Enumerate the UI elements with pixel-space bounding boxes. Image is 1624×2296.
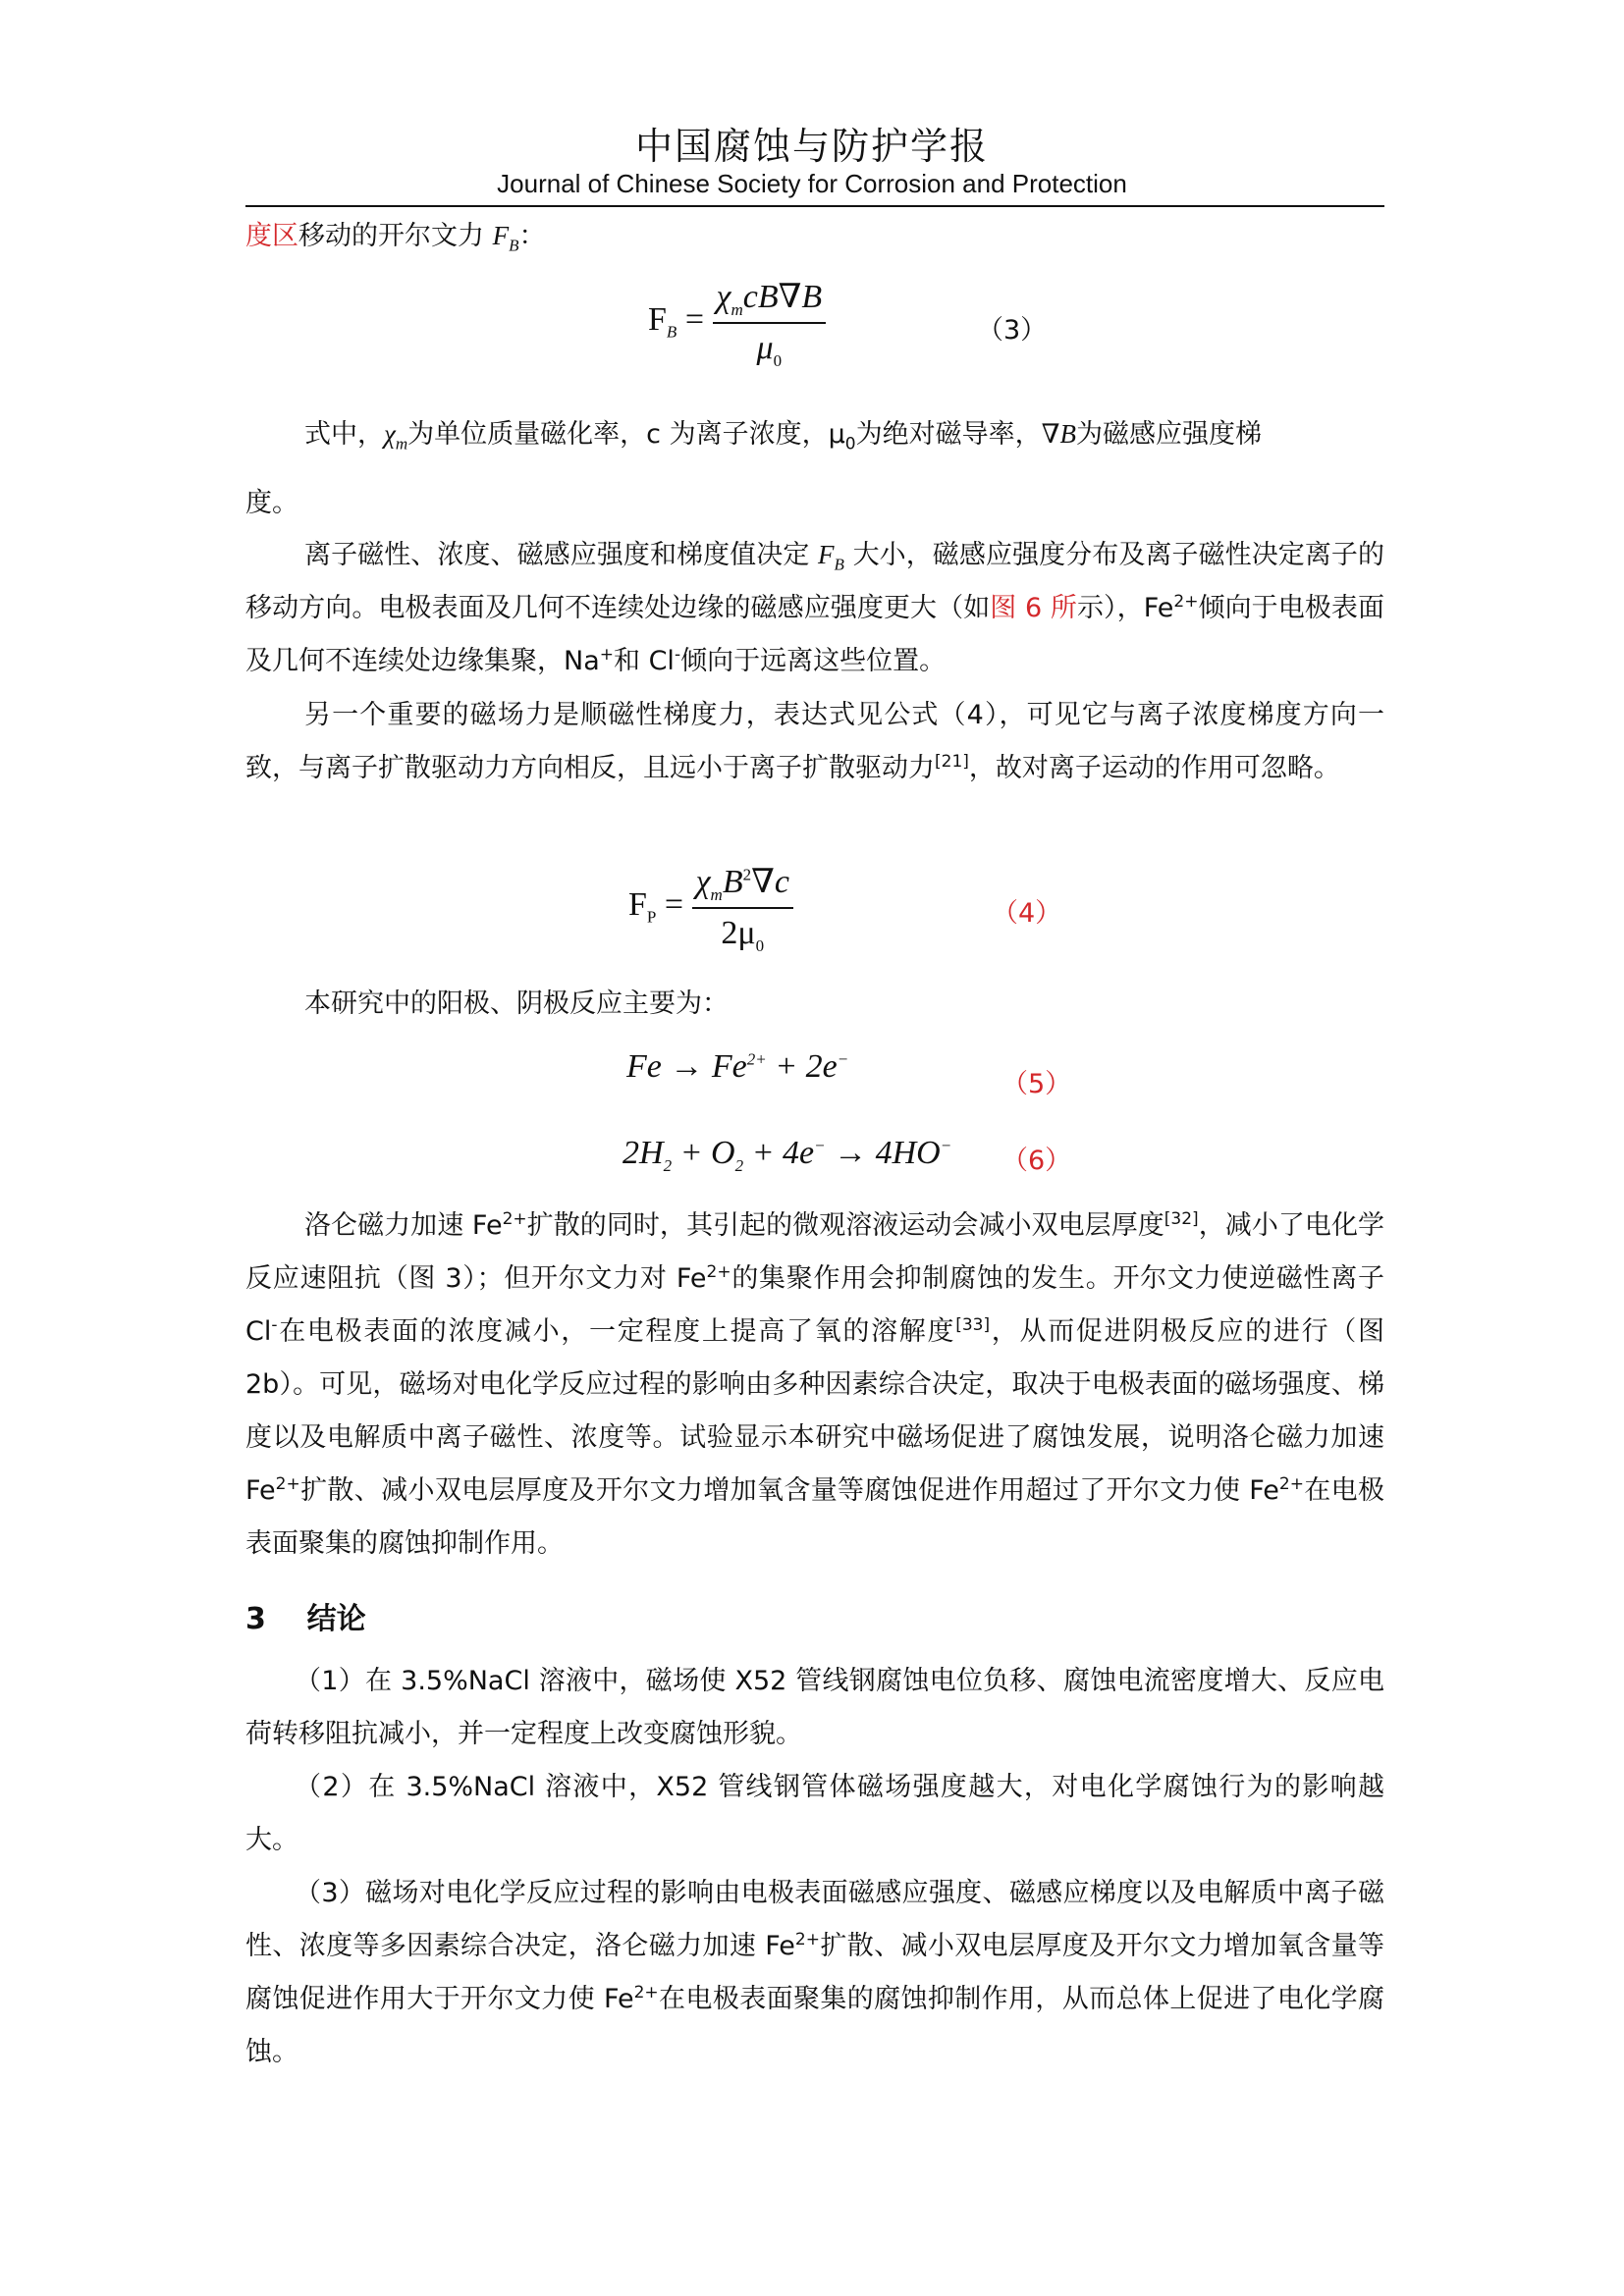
equation-4-label: （4） [992, 898, 1062, 929]
reactions-intro: 本研究中的阳极、阴极反应主要为： [304, 988, 729, 1019]
equation-6: $2H_2 + O_2 + 4e^- \to 4HO^-$ [623, 1135, 952, 1175]
ref-33[interactable]: [33] [955, 1315, 991, 1335]
paragraph-paramagnetic-force: 另一个重要的磁场力是顺磁性梯度力，表达式见公式（4），可见它与离子浓度梯度方向一致，与离子扩散驱动力方向相反，且远小于离子扩散驱动力[21]，故对离子运动的作用可忽略。 [245, 700, 1384, 783]
equation-5: $Fe \to Fe^{2+} + 2e^-$ [626, 1048, 849, 1085]
equation-4: $F_P$ = $\frac{\chi_mB^2\nabla c}{2\mu_0}$ [628, 862, 793, 952]
intro-text: 移动的开尔文力 [298, 221, 493, 251]
ref-32[interactable]: [32] [1164, 1209, 1199, 1229]
equation-3-label: （3） [977, 315, 1048, 346]
section-heading-3: 3 结论 [245, 1602, 366, 1636]
conclusion-3: （3）磁场对电化学反应过程的影响由电极表面磁感应强度、磁感应梯度以及电解质中离子磁性、浓度等多因素综合决定，洛仑磁力加速 $Fe^{2+}$扩散、减小双电层厚度及开尔文力增加氧含量等腐蚀促进作用大于开尔文力使 $Fe^{2+}$在电极表面聚集的腐蚀抑制作用，从而总体上促进了电化学腐蚀。 [245, 1878, 1385, 2067]
kelvin-force-intro [245, 214, 546, 255]
paragraph-ion-movement: 离子磁性、浓度、磁感应强度和梯度值决定 $F_B$ 大小，磁感应强度分布及离子磁性决定离子的移动方向。电极表面及几何不连续处边缘的磁感应强度更大（如图 6 所示），$Fe^{2+}$倾向于电极表面及几何不连续处边缘集聚，Na+和 Cl-倾向于远离这些位置。 [245, 540, 1385, 676]
conclusion-1: （1）在 3.5%NaCl 溶液中，磁场使 X52 管线钢腐蚀电位负移、腐蚀电流密度增大、反应电荷转移阻抗减小，并一定程度上改变腐蚀形貌。 [245, 1666, 1384, 1749]
journal-title-cn: 中国腐蚀与防护学报 [634, 125, 989, 168]
symbol-definitions-cont: 度。 [245, 488, 298, 518]
intro-suffix: ： [518, 221, 546, 251]
symbol-definitions: 式中，$\chi_m$为单位质量磁化率，c 为离子浓度，$\mu_0$为绝对磁导率，∇B为磁感应强度梯 [304, 419, 1262, 454]
equation-3: $F_B$ = $\frac{\chi_mcB\nabla B}{\mu_0}$ [648, 277, 826, 367]
fb-sub: B [509, 236, 519, 255]
equation-5-label: （5） [1001, 1069, 1072, 1099]
conclusion-2: （2）在 3.5%NaCl 溶液中，X52 管线钢管体磁场强度越大，对电化学腐蚀行为的影响越大。 [245, 1772, 1384, 1855]
red-prefix: 度区 [245, 221, 298, 251]
fb-symbol: F [492, 221, 510, 250]
ref-21[interactable]: [21] [935, 752, 969, 772]
figure-6-link[interactable]: 图 6 所 [990, 593, 1077, 623]
equation-6-label: （6） [1001, 1146, 1072, 1176]
header-rule [245, 205, 1384, 207]
journal-title-en: Journal of Chinese Society for Corrosion and Protection [497, 169, 1127, 198]
paragraph-lorentz-force: 洛仑磁力加速 $Fe^{2+}$扩散的同时，其引起的微观溶液运动会减小双电层厚度[32]，减小了电化学反应速阻抗（图 3）；但开尔文力对 $Fe^{2+}$的集聚作用会抑制腐蚀的发生。开尔文力使逆磁性离子 Cl-在电极表面的浓度减小，一定程度上提高了氧的溶解度[33]，从而促进阴极反应的进行（图 2b）。可见，磁场对电化学反应过程的影响由多种因素综合决定，取决于电极表面的磁场强度、梯度以及电解质中离子磁性、浓度等。试验显示本研究中磁场促进了腐蚀发展，说明洛仑磁力加速 $Fe^{2+}$扩散、减小双电层厚度及开尔文力增加氧含量等腐蚀促进作用超过了开尔文力使 $Fe^{2+}$在电极表面聚集的腐蚀抑制作用。 [245, 1209, 1385, 1559]
